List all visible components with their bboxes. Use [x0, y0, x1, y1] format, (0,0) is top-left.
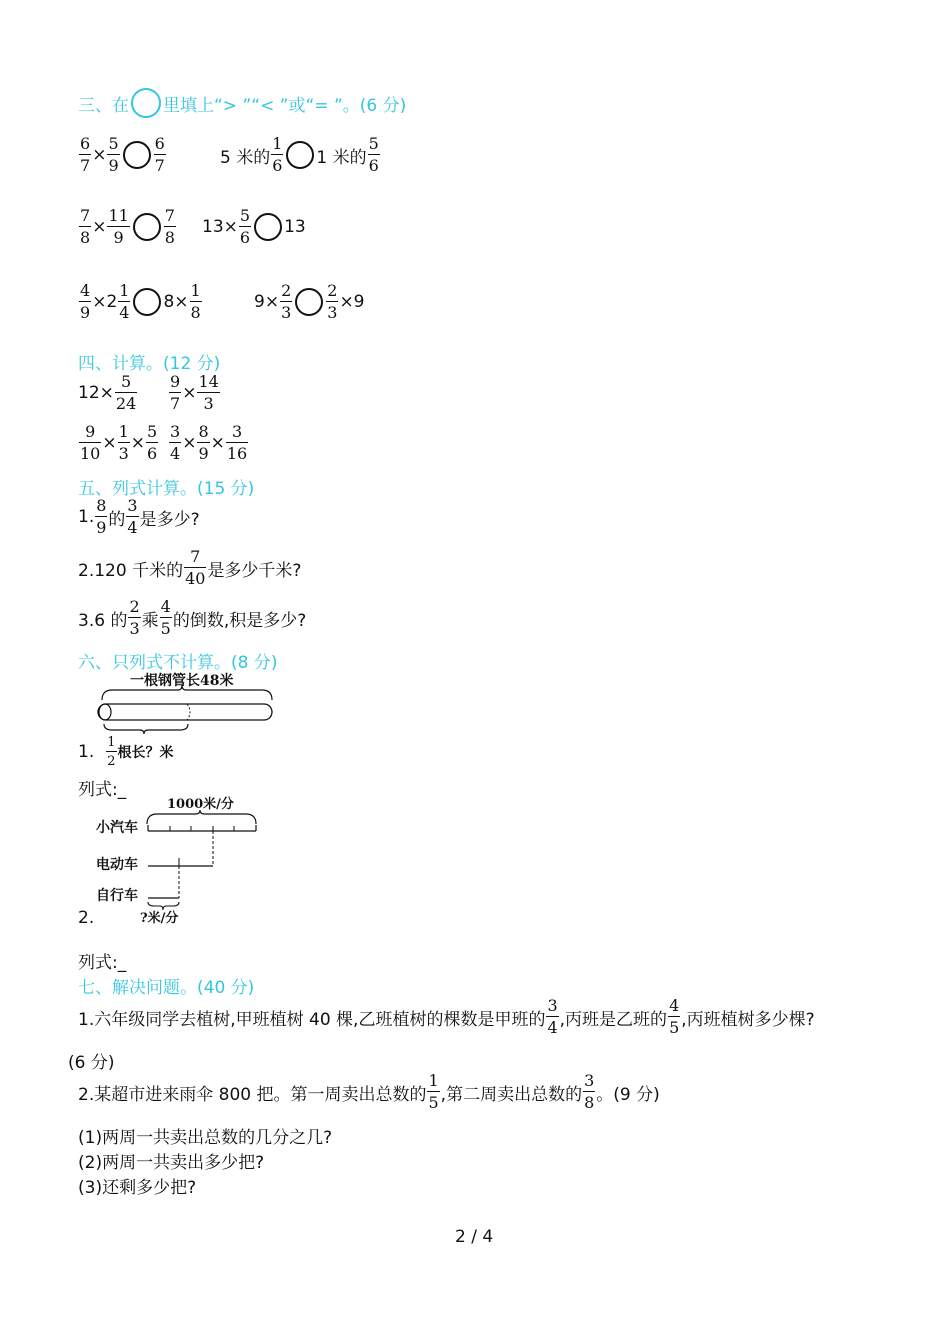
s5-question-3: 3.6 的 $\frac{2}{3}$ 乘 $\frac{4}{5}$ 的倒数,积是多少? [78, 597, 307, 638]
section6-heading: 六、只列式不计算。(8 分) [78, 653, 278, 673]
ebike-label: 电动车 [96, 857, 138, 873]
lishi-2[interactable]: 列式:_ [78, 953, 127, 973]
pipe-title: 一根钢管长48米 [130, 673, 234, 689]
section5-heading: 五、列式计算。(15 分) [78, 479, 255, 499]
calc-item-2: $\frac{9}{7}$ × $\frac{14}{3}$ [170, 372, 219, 413]
pipe-body [98, 704, 272, 720]
speed-label: 1000米/分 [167, 797, 234, 812]
pipe-end [99, 704, 111, 720]
car-label: 小汽车 [96, 820, 138, 836]
unknown-speed: ?米/分 [140, 911, 179, 926]
answer-circle[interactable] [133, 288, 161, 316]
speed-question-label: 2. [78, 908, 95, 928]
bottom-brace [104, 724, 188, 734]
section4-heading: 四、计算。(12 分) [78, 354, 221, 374]
pipe-cut [187, 704, 190, 720]
answer-circle[interactable] [286, 141, 314, 169]
s7-sub-question-3: (3)还剩多少把? [78, 1178, 197, 1198]
s7-question-1: 1.六年级同学去植树,甲班植树 40 棵,乙班植树的棵数是甲班的 $\frac{3}{4}$ ,丙班是乙班的 $\frac{4}{5}$ ,丙班植树多少棵? [78, 996, 815, 1037]
answer-circle[interactable] [123, 141, 151, 169]
steel-pipe-diagram [90, 668, 290, 736]
page-number: 2 / 4 [455, 1227, 494, 1247]
lishi-1[interactable]: 列式:_ [78, 780, 127, 800]
compare-item-5: $\frac{4}{9}$ × 2 $\frac{1}{4}$ 8× $\frac{1}{8}$ [80, 281, 201, 322]
calc-item-3: $\frac{9}{10}$ × $\frac{1}{3}$ × $\frac{5}{6}$ [80, 422, 158, 463]
calc-item-4: $\frac{3}{4}$ × $\frac{8}{9}$ × $\frac{3}{16}$ [170, 422, 248, 463]
s7-question-2: 2.某超市进来雨伞 800 把。第一周卖出总数的 $\frac{1}{5}$ ,第二周卖出总数的 $\frac{3}{8}$ 。(9 分) [78, 1071, 660, 1112]
s7-sub-question-1: (1)两周一共卖出总数的几分之几? [78, 1128, 333, 1148]
compare-circle-icon [131, 88, 161, 118]
compare-item-2: 5 米的 $\frac{1}{6}$ 1 米的 $\frac{5}{6}$ [220, 134, 379, 175]
answer-circle[interactable] [295, 288, 323, 316]
s5-question-2: 2.120 千米的 $\frac{7}{40}$ 是多少千米? [78, 547, 302, 588]
s5-question-1: 1. $\frac{8}{9}$ 的 $\frac{3}{4}$ 是多少? [78, 496, 200, 537]
bike-brace [148, 902, 179, 910]
section7-heading: 七、解决问题。(40 分) [78, 978, 255, 998]
s7-sub-question-2: (2)两周一共卖出多少把? [78, 1153, 265, 1173]
speed-diagram [92, 792, 272, 932]
bike-label: 自行车 [96, 888, 138, 904]
calc-item-1: 12× $\frac{5}{24}$ [78, 372, 137, 413]
answer-circle[interactable] [133, 213, 161, 241]
pipe-question-label: 1. $\frac{1}{2}$ 根长？米 [78, 735, 174, 769]
s7-q1-score: (6 分) [68, 1053, 115, 1073]
compare-item-6: 9× $\frac{2}{3}$ $\frac{2}{3}$ ×9 [254, 281, 365, 322]
compare-item-3: $\frac{7}{8}$ × $\frac{11}{9}$ $\frac{7}{8}$ [80, 206, 175, 247]
section3-heading: 三、在 里填上“> ”“< ”或“= ”。(6 分) [78, 88, 406, 118]
answer-circle[interactable] [254, 213, 282, 241]
compare-item-4: 13× $\frac{5}{6}$ 13 [202, 206, 306, 247]
compare-item-1: $\frac{6}{7}$ × $\frac{5}{9}$ $\frac{6}{7}$ [80, 134, 165, 175]
speed-brace [147, 810, 256, 824]
